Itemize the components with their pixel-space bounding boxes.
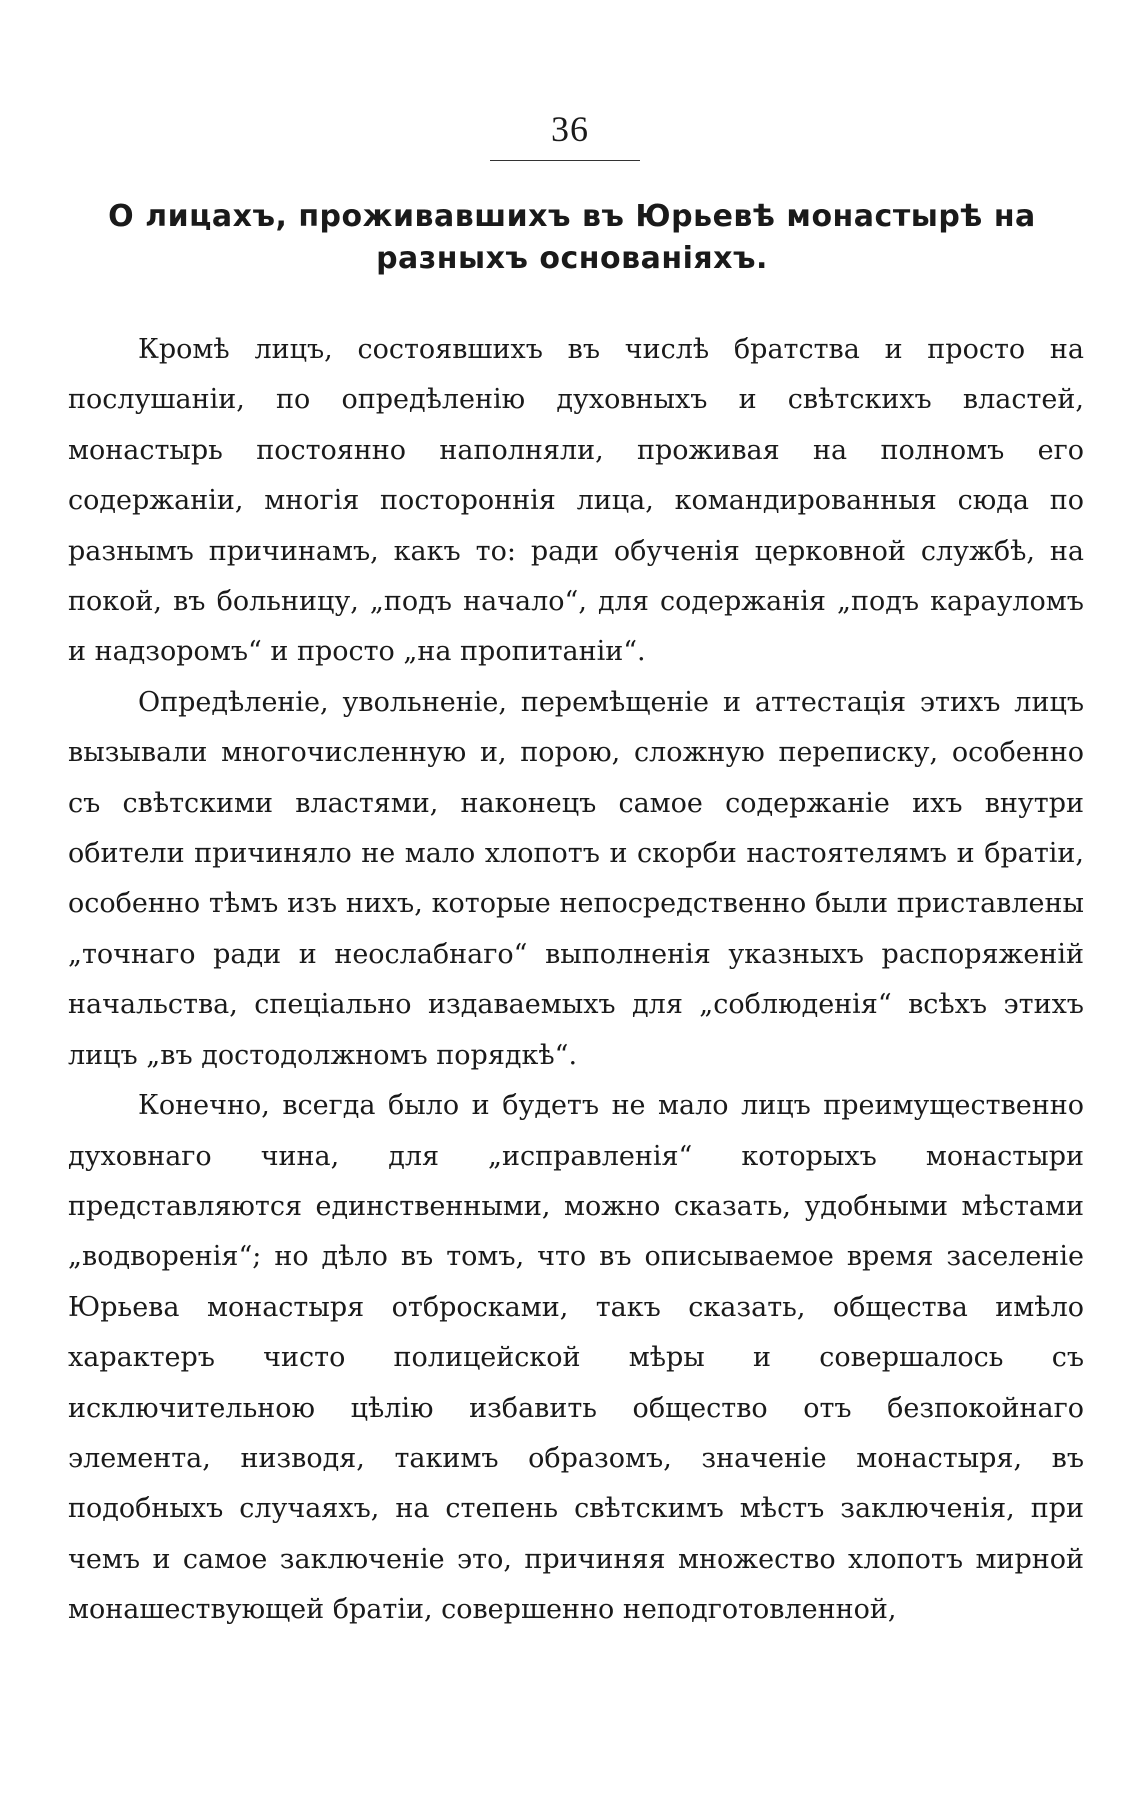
paragraph-3: Конечно, всегда было и будетъ не мало лицъ преимущественно духовнаго чина, для „исправленія“ которыхъ монастыри представляются единственными, можно сказать, удобными мѣстами „водворенія“; но дѣло въ томъ, что въ описываемое время заселеніе Юрьева монастыря отбросками, такъ сказать, общества имѣло характеръ чисто полицейской мѣры и совершалось съ исключительною цѣлію избавить общество отъ безпокойнаго элемента, низводя, такимъ образомъ, значеніе монастыря, въ подобныхъ случаяхъ, на степень свѣтскимъ мѣстъ заключенія, при чемъ и самое заключеніе это, причиняя множество хлопотъ мирной монашествующей братіи, совершенно неподготовленной, [68, 1090, 1084, 1626]
paragraph-1: Кромѣ лицъ, состоявшихъ въ числѣ братства и просто на послушаніи, по опредѣленію духовныхъ и свѣтскихъ властей, монастырь постоянно наполняли, проживая на полномъ его содержаніи, многія постороннія лица, командированныя сюда по разнымъ причинамъ, какъ то: ради обученія церковной службѣ, на покой, въ больницу, „подъ начало“, для содержанія „подъ карауломъ и надзоромъ“ и просто „на пропитаніи“. [68, 334, 1084, 668]
page-number-rule [490, 160, 640, 161]
body-text [68, 325, 1084, 1636]
page-number: 36 [551, 109, 589, 149]
section-heading: О лицахъ, проживавшихъ въ Юрьевѣ монастырѣ на разныхъ основаніяхъ. [108, 199, 1036, 276]
paragraph-2: Опредѣленіе, увольненіе, перемѣщеніе и аттестація этихъ лицъ вызывали многочисленную и, порою, сложную переписку, особенно съ свѣтскими властями, наконецъ самое содержаніе ихъ внутри обители причиняло не мало хлопотъ и скорби настоятелямъ и братіи, особенно тѣмъ изъ нихъ, которые непосредственно были приставлены „точнаго ради и неослабнаго“ выполненія указныхъ распоряженій начальства, спеціально издаваемыхъ для „соблюденія“ всѣхъ этихъ лицъ „въ достодолжномъ порядкѣ“. [68, 686, 1084, 1071]
